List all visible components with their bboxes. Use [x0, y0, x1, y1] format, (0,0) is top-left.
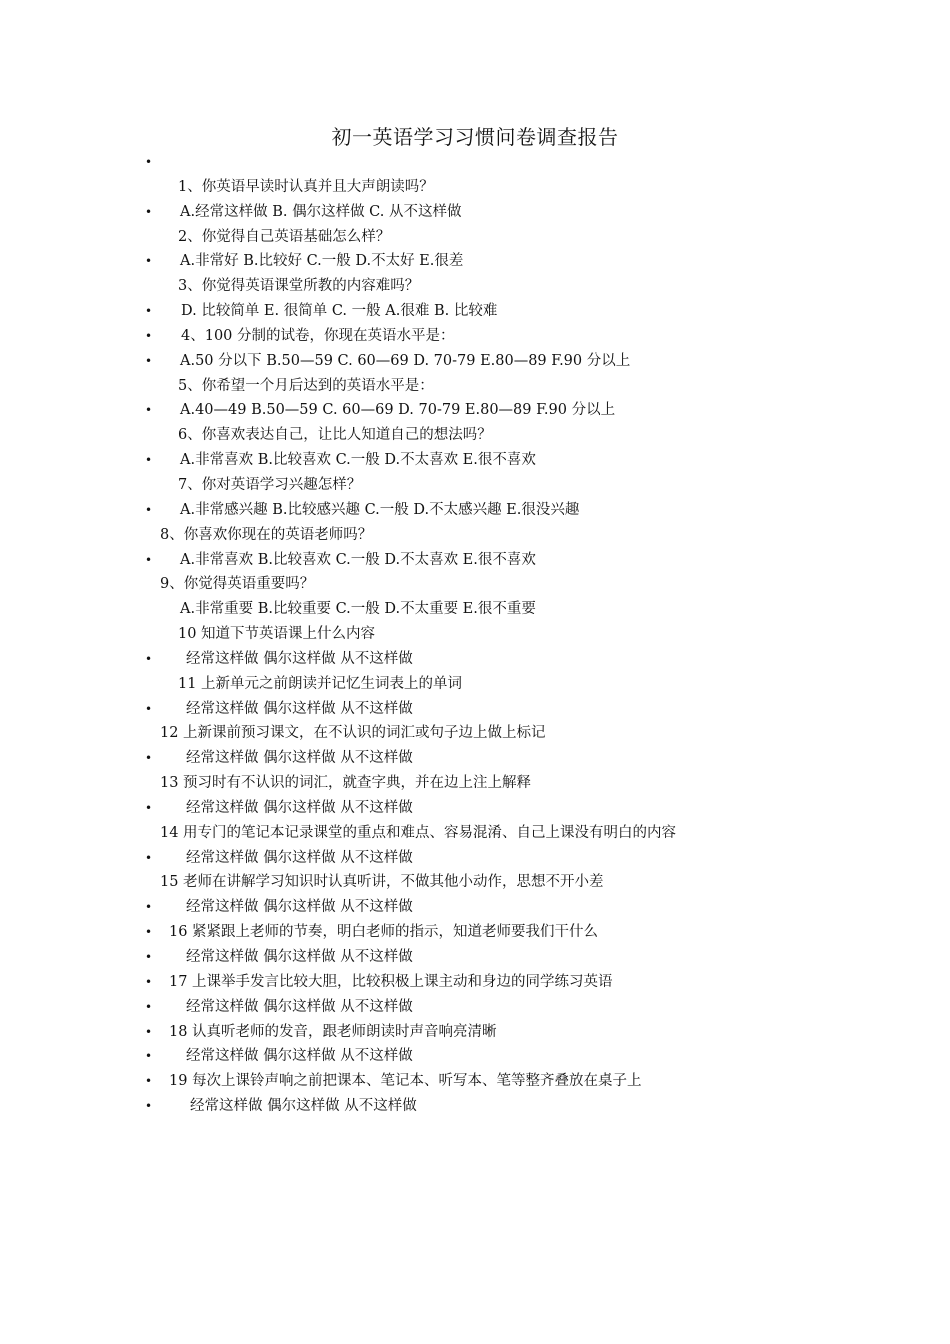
list-item	[0, 796, 950, 821]
bullet-marker: •	[145, 204, 153, 219]
bullet-marker: •	[145, 155, 153, 169]
list-item-text: 2、你觉得自己英语基础怎么样？	[178, 228, 391, 245]
list-item-text: 15 老师在讲解学习知识时认真听讲，不做其他小动作，思想不开小差	[160, 874, 604, 891]
list-item	[0, 647, 950, 672]
list-item-text: 6、你喜欢表达自己，让比人知道自己的想法吗？	[178, 427, 492, 444]
list-item-text: D. 比较简单 E. 很简单 C. 一般 A.很难 B. 比较难	[181, 303, 498, 320]
list-item	[0, 970, 950, 995]
bullet-marker: •	[145, 1024, 153, 1039]
list-item	[0, 548, 950, 573]
list-item-text: 3、你觉得英语课堂所教的内容难吗？	[178, 278, 420, 295]
list-item	[0, 622, 950, 647]
list-item-text: A.非常好 B.比较好 C.一般 D.不太好 E.很差	[180, 253, 464, 270]
list-item-text: 11 上新单元之前朗读并记忆生词表上的单词	[178, 675, 463, 692]
bullet-marker: •	[145, 751, 153, 766]
list-item	[0, 200, 950, 225]
list-item-text: 经常这样做 偶尔这样做 从不这样做	[186, 849, 413, 866]
list-item	[0, 945, 950, 970]
bullet-marker: •	[145, 403, 153, 418]
list-item	[0, 1094, 950, 1119]
bullet-marker: •	[145, 701, 153, 716]
list-item	[0, 697, 950, 722]
bullet-marker: •	[145, 974, 153, 989]
list-item	[0, 721, 950, 746]
list-item	[0, 1044, 950, 1069]
list-item	[0, 821, 950, 846]
list-item-text: 14 用专门的笔记本记录课堂的重点和难点、容易混淆、自己上课没有明白的内容	[160, 824, 677, 841]
list-item-text: 经常这样做 偶尔这样做 从不这样做	[186, 1048, 413, 1065]
list-item	[0, 448, 950, 473]
list-item	[0, 895, 950, 920]
list-item	[0, 225, 950, 250]
list-item	[0, 299, 950, 324]
list-item	[0, 846, 950, 871]
list-item-text: A.40—49 B.50—59 C. 60—69 D. 70-79 E.80—89 F.90 分以上	[180, 402, 616, 419]
list-item	[0, 473, 950, 498]
list-item	[0, 349, 950, 374]
list-item-text: 7、你对英语学习兴趣怎样？	[178, 476, 362, 493]
bullet-marker: •	[145, 651, 153, 666]
page-title: 初一英语学习习惯问卷调查报告	[331, 125, 619, 149]
list-item	[0, 1020, 950, 1045]
list-item-text: 10 知道下节英语课上什么内容	[178, 626, 376, 643]
list-item-text: 经常这样做 偶尔这样做 从不这样做	[186, 949, 413, 965]
list-item-text: 4、100 分制的试卷，你现在英语水平是：	[181, 327, 455, 344]
list-item-text: A.非常感兴趣 B.比较感兴趣 C.一般 D.不太感兴趣 E.很没兴趣	[180, 501, 580, 518]
list-item-text: A.非常喜欢 B.比较喜欢 C.一般 D.不太喜欢 E.很不喜欢	[180, 551, 536, 568]
bullet-marker: •	[145, 1099, 153, 1114]
bullet-marker: •	[145, 502, 153, 517]
list-item	[0, 1069, 950, 1094]
list-item-text: 经常这样做 偶尔这样做 从不这样做	[186, 998, 413, 1015]
list-item	[0, 324, 950, 349]
list-item-text: A.非常重要 B.比较重要 C.一般 D.不太重要 E.很不重要	[180, 601, 536, 618]
list-item	[0, 423, 950, 448]
list-item-text: 16 紧紧跟上老师的节奏，明白老师的指示，知道老师要我们干什么	[169, 924, 599, 941]
bullet-marker: •	[145, 999, 153, 1014]
list-item	[0, 498, 950, 523]
list-item	[0, 920, 950, 945]
list-item-text: 19 每次上课铃声响之前把课本、笔记本、听写本、笔等整齐叠放在桌子上	[169, 1073, 642, 1090]
list-item	[0, 150, 950, 175]
list-item-text: 经常这样做 偶尔这样做 从不这样做	[186, 700, 413, 717]
list-item-text: 1、你英语早读时认真并且大声朗读吗？	[178, 178, 434, 195]
list-item-text: 经常这样做 偶尔这样做 从不这样做	[186, 750, 413, 767]
list-item	[0, 746, 950, 771]
list-item-text: A.50 分以下 B.50—59 C. 60—69 D. 70-79 E.80—89 F.90 分以上	[180, 352, 631, 369]
list-item	[0, 523, 950, 548]
list-item-text: 12 上新课前预习课文，在不认识的词汇或句子边上做上标记	[160, 725, 546, 742]
list-item	[0, 995, 950, 1020]
list-item	[0, 175, 950, 200]
list-item-text: 9、你觉得英语重要吗？	[160, 576, 315, 593]
bullet-marker: •	[145, 328, 153, 343]
bullet-marker: •	[145, 1049, 153, 1064]
bullet-marker: •	[145, 950, 153, 964]
list-item-text: 17 上课举手发言比较大胆，比较积极上课主动和身边的同学练习英语	[169, 973, 613, 990]
list-item-text: A.非常喜欢 B.比较喜欢 C.一般 D.不太喜欢 E.很不喜欢	[180, 452, 536, 469]
bullet-marker: •	[145, 552, 153, 567]
list-item-text: 5、你希望一个月后达到的英语水平是：	[178, 377, 434, 394]
bullet-marker: •	[145, 900, 153, 915]
list-item	[0, 870, 950, 895]
list-item-text: 经常这样做 偶尔这样做 从不这样做	[186, 899, 413, 916]
list-item-text: 经常这样做 偶尔这样做 从不这样做	[190, 1098, 417, 1115]
list-item-text: 18 认真听老师的发音，跟老师朗读时声音响亮清晰	[169, 1023, 497, 1040]
list-item-text: 13 预习时有不认识的词汇，就查字典，并在边上注上解释	[160, 775, 532, 792]
list-item	[0, 572, 950, 597]
list-item-text: 经常这样做 偶尔这样做 从不这样做	[186, 799, 413, 816]
bullet-marker: •	[145, 453, 153, 468]
bullet-marker: •	[145, 1074, 153, 1089]
bullet-marker: •	[145, 850, 153, 865]
bullet-marker: •	[145, 304, 153, 319]
list-item-text: 8、你喜欢你现在的英语老师吗？	[160, 526, 373, 543]
list-item	[0, 249, 950, 274]
list-item	[0, 672, 950, 697]
bullet-marker: •	[145, 254, 153, 269]
list-item	[0, 771, 950, 796]
questionnaire-list	[0, 150, 950, 1119]
bullet-marker: •	[145, 353, 153, 368]
list-item	[0, 398, 950, 423]
bullet-marker: •	[145, 925, 153, 940]
list-item-text: A.经常这样做 B. 偶尔这样做 C. 从不这样做	[180, 203, 462, 220]
list-item	[0, 374, 950, 399]
list-item	[0, 597, 950, 622]
bullet-marker: •	[145, 800, 153, 815]
list-item-text: 经常这样做 偶尔这样做 从不这样做	[186, 650, 413, 667]
list-item	[0, 274, 950, 299]
